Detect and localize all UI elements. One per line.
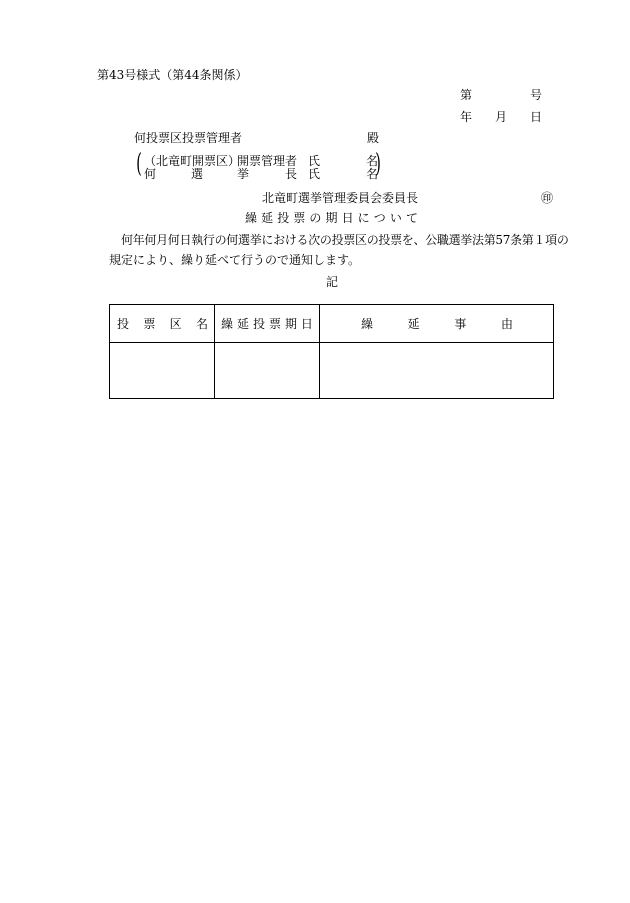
bracket-line2-char1: 何 — [144, 167, 157, 181]
subject-char: て — [405, 211, 418, 225]
table-cell-reason — [320, 343, 554, 399]
form-title: 第43号様式（第44条関係） — [97, 68, 248, 82]
subject-char: 投 — [277, 211, 290, 225]
table-row — [110, 343, 554, 399]
addressee-honorific: 殿 — [367, 131, 380, 145]
header-cell-district: 投 票 区 名 — [110, 305, 215, 343]
subject-char: の — [309, 211, 322, 225]
number-suffix: 号 — [529, 88, 542, 102]
header-cell-date: 繰 延 投 票 期 日 — [215, 305, 320, 343]
subject-char: 繰 — [245, 211, 258, 225]
bracket-line1-mei: 名 — [366, 154, 379, 168]
bracket-left: ( — [136, 149, 142, 179]
document-number-line — [460, 88, 542, 102]
subject-char: 期 — [325, 211, 338, 225]
bracket-line2-char3: 挙 — [237, 167, 250, 181]
bracket-line1-role: 開票管理者 — [237, 154, 298, 168]
table-cell-date — [215, 343, 320, 399]
ki-heading: 記 — [326, 275, 339, 289]
date-month: 月 — [494, 110, 507, 124]
body-text-line2: 規定により、繰り延べて行うので通知します。 — [109, 253, 361, 267]
date-line — [460, 110, 542, 124]
table-header-row — [110, 305, 554, 343]
bracket-line2-char2: 選 — [191, 167, 204, 181]
subject-char: 日 — [341, 211, 354, 225]
date-year: 年 — [460, 110, 473, 124]
subject-char: つ — [373, 211, 386, 225]
date-day: 日 — [529, 110, 542, 124]
addressee-name: 何投票区投票管理者 — [134, 131, 243, 145]
subject-char: 延 — [261, 211, 274, 225]
bracket-line2-role: 長 — [285, 167, 298, 181]
body-text-line1: 何年何月何日執行の何選挙における次の投票区の投票を、公職選挙法第57条第１項の — [121, 233, 569, 247]
subject-char: に — [357, 211, 370, 225]
header-cell-reason: 繰 延 事 由 — [320, 305, 554, 343]
bracket-line2-mei: 名 — [366, 167, 379, 181]
bracket-right: ) — [375, 149, 381, 179]
number-prefix: 第 — [460, 88, 473, 102]
bracket-line1-shi: 氏 — [308, 154, 321, 168]
bracket-line1-district: （北竜町開票区） — [144, 154, 241, 168]
table-cell-district — [110, 343, 215, 399]
subject-title — [245, 211, 418, 225]
sender-seal: ㊞ — [541, 191, 554, 205]
subject-char: 票 — [293, 211, 306, 225]
bracket-line2-shi: 氏 — [308, 167, 321, 181]
subject-char: い — [389, 211, 402, 225]
postponement-table — [109, 304, 554, 399]
sender-name: 北竜町選挙管理委員会委員長 — [262, 191, 419, 205]
